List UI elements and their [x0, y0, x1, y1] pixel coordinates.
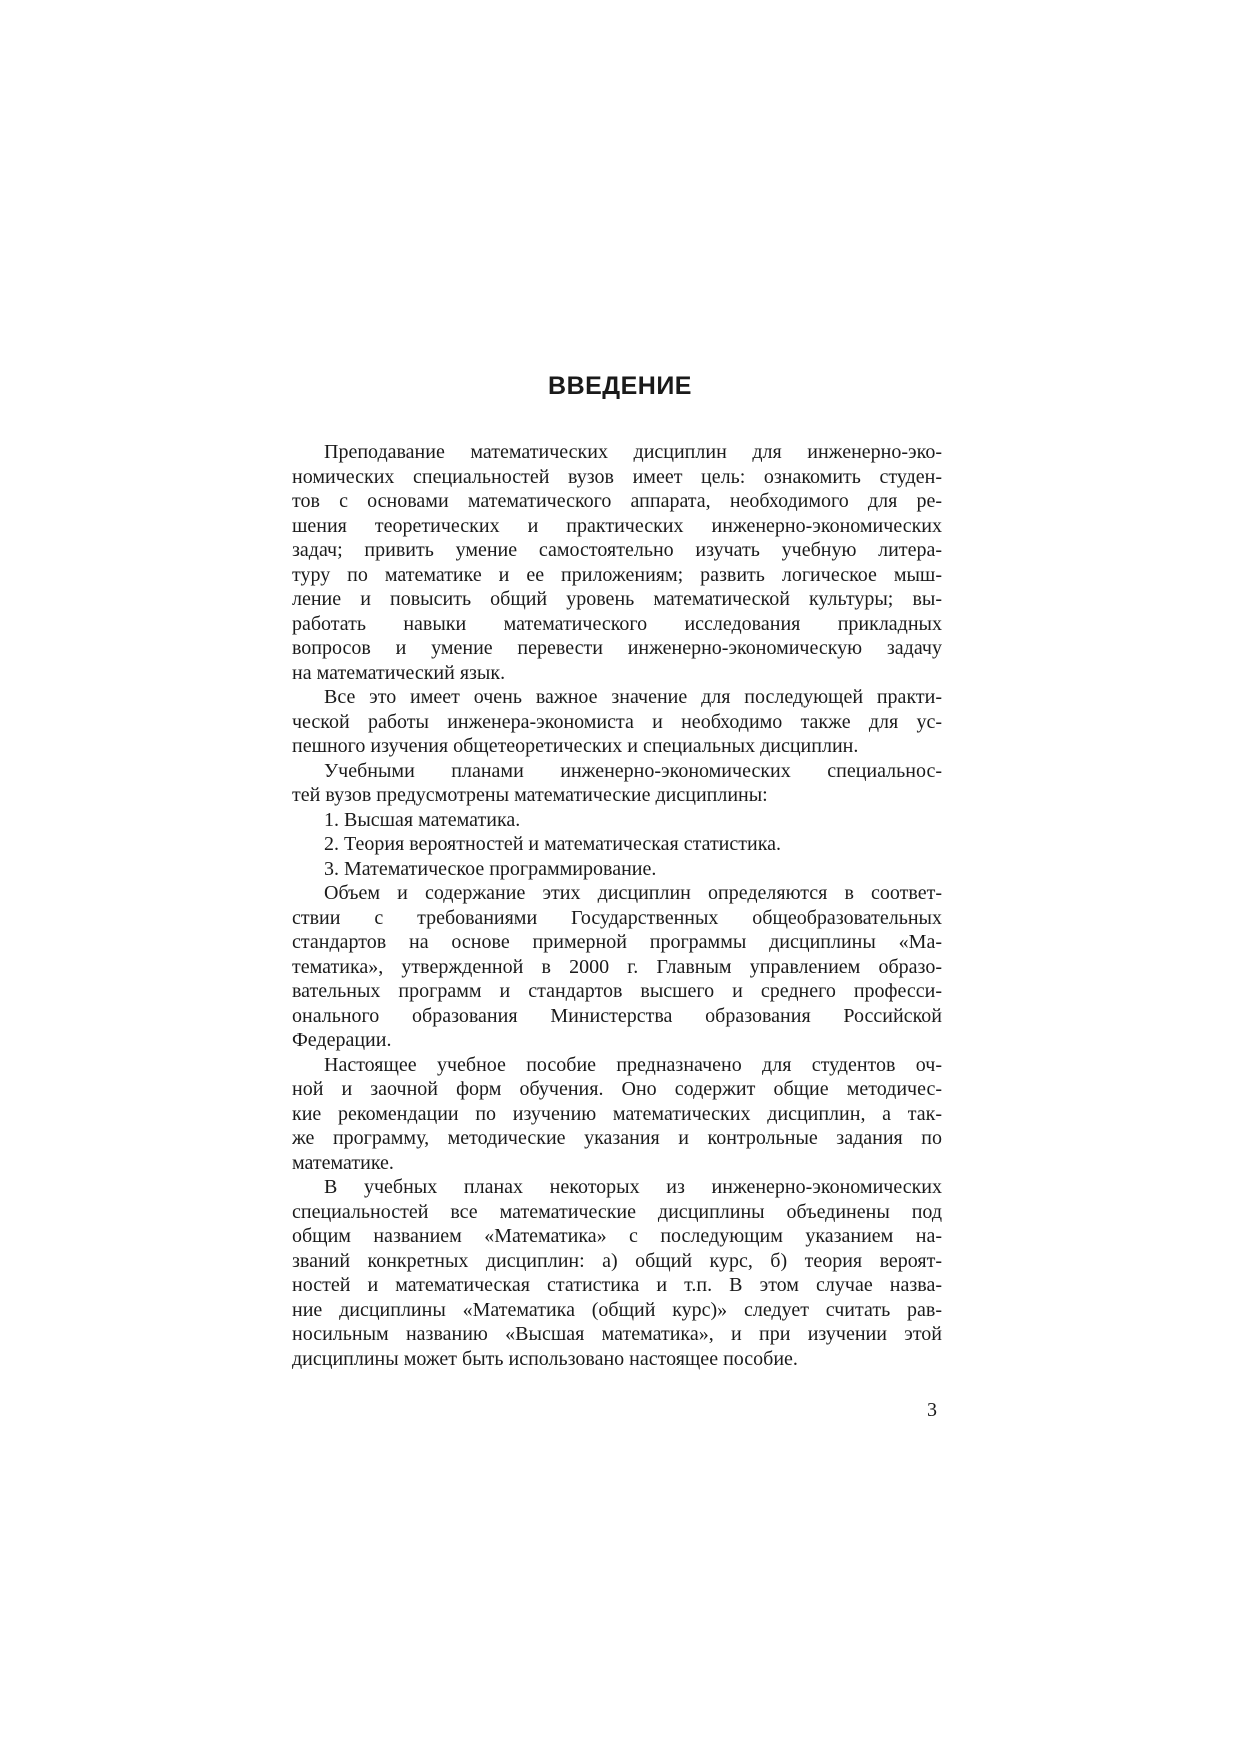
text-line: онального образования Министерства образования Российской: [292, 1004, 942, 1027]
text-line: 2. Теория вероятностей и математическая статистика.: [324, 833, 781, 855]
text-line: ностей и математическая статистика и т.п. В этом случае назва-: [292, 1274, 942, 1296]
text-line: вательных программ и стандартов высшего и среднего професси-: [292, 980, 942, 1002]
text-line: вопросов и умение перевести инженерно-экономическую задачу: [292, 637, 942, 659]
page-title: ВВЕДЕНИЕ: [548, 372, 692, 400]
text-line: кие рекомендации по изучению математических дисциплин, а так-: [292, 1102, 942, 1125]
text-line: 3. Математическое программирование.: [324, 857, 657, 880]
text-line: ческой работы инженера-экономиста и необходимо также для ус-: [292, 710, 942, 733]
text-line: тематика», утвержденной в 2000 г. Главным управлением образо-: [292, 955, 942, 978]
text-line: Учебными планами инженерно-экономических специальнос-: [324, 759, 942, 782]
text-line: званий конкретных дисциплин: а) общий курс, б) теория вероят-: [292, 1249, 942, 1272]
text-line: общим названием «Математика» с последующим указанием на-: [292, 1225, 942, 1247]
text-line: тей вузов предусмотрены математические дисциплины:: [292, 784, 768, 806]
text-line: пешного изучения общетеоретических и специальных дисциплин.: [292, 735, 859, 757]
text-line: же программу, методические указания и контрольные задания по: [292, 1127, 942, 1149]
text-line: носильным названию «Высшая математика», и при изучении этой: [292, 1323, 942, 1345]
text-line: ной и заочной форм обучения. Оно содержит общие методичес-: [292, 1078, 942, 1100]
text-line: Настоящее учебное пособие предназначено для студентов оч-: [324, 1053, 942, 1076]
text-line: ствии с требованиями Государственных общеобразовательных: [292, 906, 942, 929]
text-line: 1. Высшая математика.: [324, 808, 521, 831]
text-line: ление и повысить общий уровень математической культуры; вы-: [292, 588, 942, 610]
text-line: на математический язык.: [292, 661, 506, 684]
text-line: Федерации.: [292, 1029, 392, 1051]
text-line: стандартов на основе примерной программы дисциплины «Ма-: [292, 931, 942, 953]
text-line: дисциплины может быть использовано настоящее пособие.: [292, 1347, 798, 1370]
text-line: шения теоретических и практических инженерно-экономических: [292, 514, 942, 537]
text-line: математике.: [292, 1151, 394, 1174]
text-line: Преподавание математических дисциплин для инженерно-эко-: [324, 441, 942, 463]
text-line: Все это имеет очень важное значение для последующей практи-: [324, 686, 942, 708]
text-line: специальностей все математические дисциплины объединены под: [292, 1200, 942, 1223]
text-line: туру по математике и ее приложениям; развить логическое мыш-: [292, 563, 942, 586]
text-line: В учебных планах некоторых из инженерно-экономических: [324, 1176, 942, 1198]
page-number: 3: [927, 1399, 937, 1421]
text-line: работать навыки математического исследования прикладных: [292, 612, 942, 635]
body-text: [292, 440, 942, 1371]
text-line: номических специальностей вузов имеет цель: ознакомить студен-: [292, 465, 942, 488]
text-line: тов с основами математического аппарата, необходимого для ре-: [292, 490, 942, 512]
text-line: Объем и содержание этих дисциплин определяются в соответ-: [324, 882, 942, 904]
text-line: задач; привить умение самостоятельно изучать учебную литера-: [292, 539, 942, 561]
text-line: ние дисциплины «Математика (общий курс)» следует считать рав-: [292, 1298, 942, 1321]
